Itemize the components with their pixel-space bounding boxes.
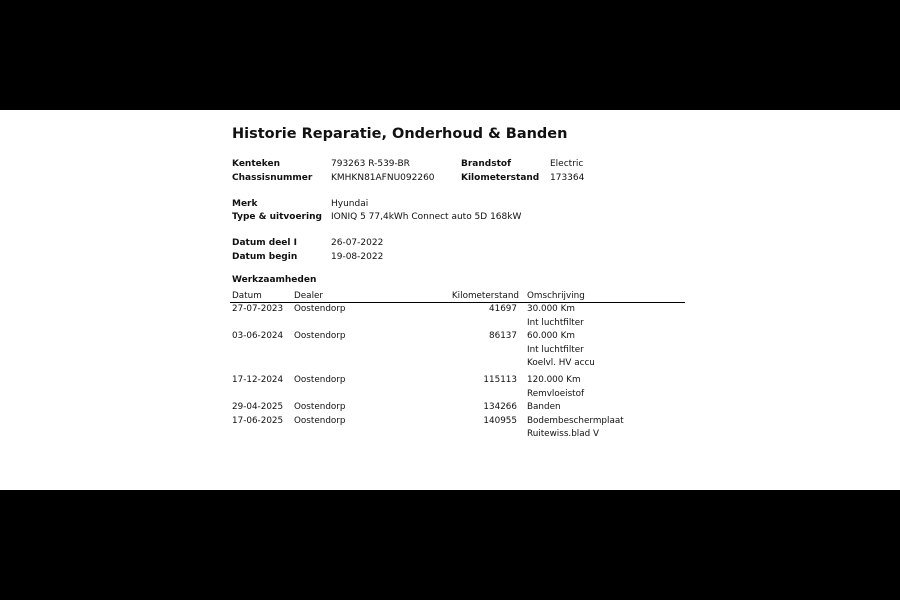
type-value: IONIQ 5 77,4kWh Connect auto 5D 168kW bbox=[331, 212, 522, 222]
cell-dealer: Oostendorp bbox=[294, 402, 346, 413]
cell-datum: 29-04-2025 bbox=[232, 402, 284, 413]
col-kilometerstand: Kilometerstand bbox=[442, 290, 525, 303]
cell-kilometerstand: 115113 bbox=[483, 374, 517, 385]
kenteken-label: Kenteken bbox=[232, 159, 280, 169]
datum-deel-label: Datum deel I bbox=[232, 238, 297, 248]
col-datum: Datum bbox=[230, 290, 292, 303]
cell-kilometerstand: 134266 bbox=[483, 402, 517, 413]
cell-dealer: Oostendorp bbox=[294, 374, 346, 385]
cell-datum: 27-07-2023 bbox=[232, 304, 284, 314]
cell-datum: 17-12-2024 bbox=[232, 374, 284, 385]
merk-label: Merk bbox=[232, 199, 258, 209]
omschrijving-line: 120.000 Km bbox=[527, 374, 581, 385]
table-header-row bbox=[230, 290, 685, 303]
datum-begin-label: Datum begin bbox=[232, 252, 298, 262]
omschrijving-line: 30.000 Km bbox=[527, 304, 575, 314]
omschrijving-line: Ruitewiss.blad V bbox=[527, 429, 600, 440]
chassis-value: KMHKN81AFNU092260 bbox=[331, 173, 435, 183]
cell-kilometerstand: 41697 bbox=[489, 304, 517, 314]
type-label: Type & uitvoering bbox=[232, 212, 322, 222]
datum-begin-value: 19-08-2022 bbox=[331, 252, 384, 262]
cell-omschrijving bbox=[525, 401, 685, 415]
omschrijving-line: Int luchtfilter bbox=[527, 344, 584, 355]
cell-dealer: Oostendorp bbox=[294, 304, 346, 314]
table-row bbox=[230, 401, 685, 415]
omschrijving-line: 60.000 Km bbox=[527, 331, 575, 342]
col-dealer: Dealer bbox=[292, 290, 442, 303]
cell-omschrijving bbox=[525, 415, 685, 442]
cell-omschrijving bbox=[525, 303, 685, 331]
cell-dealer: Oostendorp bbox=[294, 415, 346, 426]
omschrijving-line: Int luchtfilter bbox=[527, 317, 584, 328]
kilometerstand-value: 173364 bbox=[550, 173, 585, 183]
history-document bbox=[0, 110, 900, 490]
werkzaamheden-table bbox=[230, 290, 685, 442]
brandstof-value: Electric bbox=[550, 159, 584, 169]
merk-value: Hyundai bbox=[331, 199, 369, 209]
kilometerstand-label: Kilometerstand bbox=[461, 173, 540, 183]
cell-kilometerstand: 86137 bbox=[489, 331, 517, 342]
cell-dealer: Oostendorp bbox=[294, 331, 346, 342]
table-row bbox=[230, 415, 685, 442]
datum-deel-value: 26-07-2022 bbox=[331, 238, 384, 248]
table-row bbox=[230, 371, 685, 401]
chassis-label: Chassisnummer bbox=[232, 173, 313, 183]
werkzaamheden-heading: Werkzaamheden bbox=[232, 275, 317, 285]
table-row bbox=[230, 303, 685, 331]
cell-omschrijving bbox=[525, 371, 685, 401]
col-omschrijving: Omschrijving bbox=[525, 290, 685, 303]
brandstof-label: Brandstof bbox=[461, 159, 511, 169]
omschrijving-line: Remvloeistof bbox=[527, 388, 585, 399]
cell-omschrijving bbox=[525, 330, 685, 371]
omschrijving-line: Koelvl. HV accu bbox=[527, 358, 595, 369]
cell-datum: 03-06-2024 bbox=[232, 331, 284, 342]
page-title: Historie Reparatie, Onderhoud & Banden bbox=[232, 126, 568, 142]
omschrijving-line: Banden bbox=[527, 402, 561, 413]
cell-datum: 17-06-2025 bbox=[232, 415, 284, 426]
cell-kilometerstand: 140955 bbox=[483, 415, 517, 426]
omschrijving-line: Bodembeschermplaat bbox=[527, 415, 624, 426]
kenteken-value: 793263 R-539-BR bbox=[331, 159, 410, 169]
table-row bbox=[230, 330, 685, 371]
